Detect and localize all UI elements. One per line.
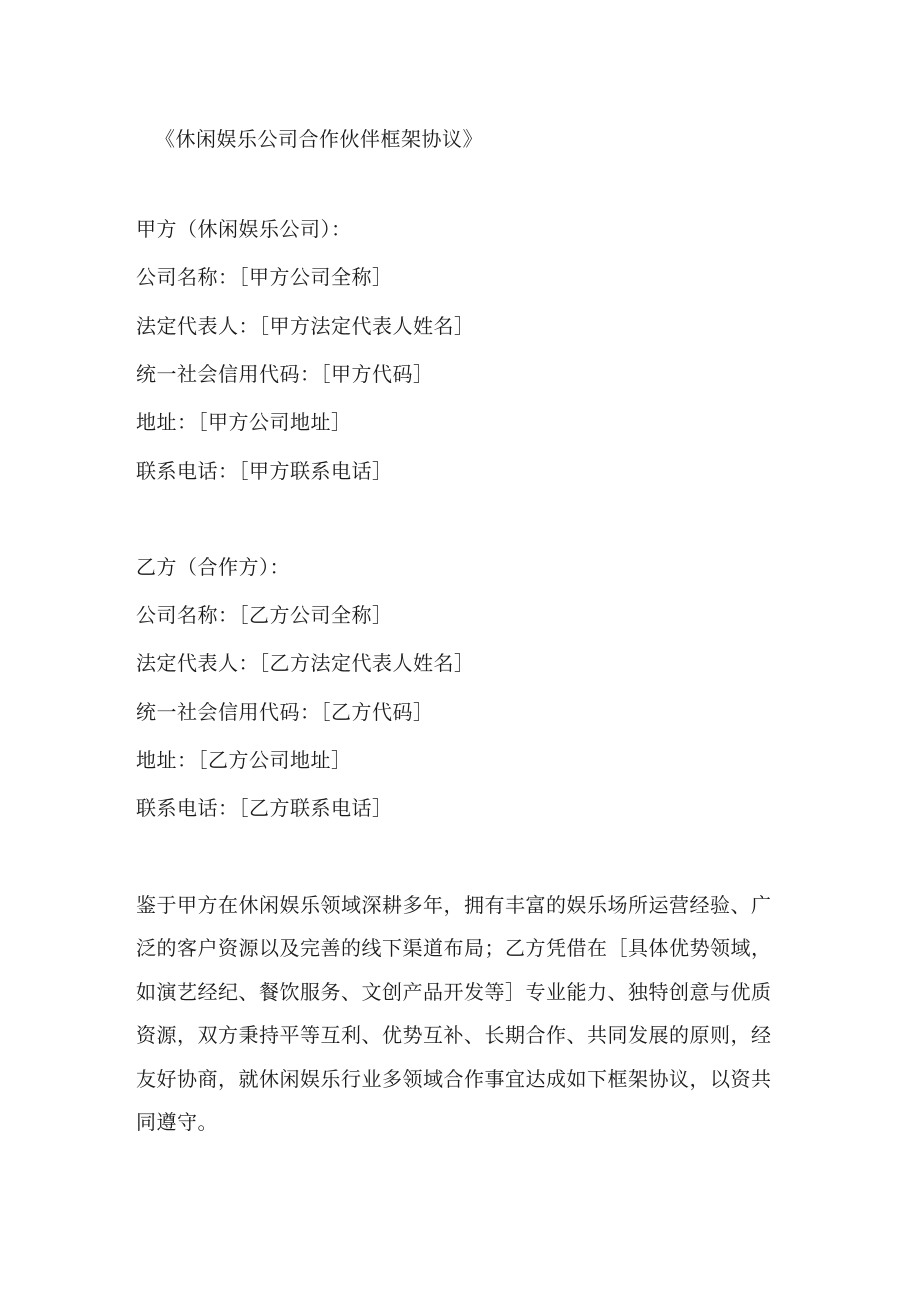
preamble-line: 友好协商，就休闲娱乐行业多领域合作事宜达成如下框架协议，以资共	[136, 1066, 772, 1091]
party-b-phone: 联系电话：［乙方联系电话］	[136, 796, 393, 820]
party-b-address: 地址：［乙方公司地址］	[136, 748, 352, 772]
party-b-heading: 乙方（合作方）：	[136, 555, 290, 579]
party-b-company-name: 公司名称：［乙方公司全称］	[136, 603, 393, 627]
preamble-paragraph	[136, 884, 772, 1144]
preamble-line: 同遵守。	[136, 1110, 218, 1135]
preamble-line: 如演艺经纪、餐饮服务、文创产品开发等］专业能力、独特创意与优质	[136, 979, 772, 1004]
party-a-heading: 甲方（休闲娱乐公司）：	[136, 217, 352, 241]
party-a-legal-rep: 法定代表人：［甲方法定代表人姓名］	[136, 314, 475, 338]
document-title: 《休闲娱乐公司合作伙伴框架协议》	[155, 127, 483, 151]
preamble-line: 泛的客户资源以及完善的线下渠道布局；乙方凭借在［具体优势领域，	[136, 936, 772, 961]
party-a-address: 地址：［甲方公司地址］	[136, 410, 352, 434]
party-b-legal-rep: 法定代表人：［乙方法定代表人姓名］	[136, 651, 475, 675]
preamble-line: 资源，双方秉持平等互利、优势互补、长期合作、共同发展的原则，经	[136, 1023, 772, 1048]
preamble-line: 鉴于甲方在休闲娱乐领域深耕多年，拥有丰富的娱乐场所运营经验、广	[136, 893, 772, 917]
party-b-credit-code: 统一社会信用代码：［乙方代码］	[136, 700, 434, 724]
party-a-credit-code: 统一社会信用代码：［甲方代码］	[136, 362, 434, 386]
party-a-phone: 联系电话：［甲方联系电话］	[136, 459, 393, 483]
party-a-company-name: 公司名称：［甲方公司全称］	[136, 265, 393, 289]
